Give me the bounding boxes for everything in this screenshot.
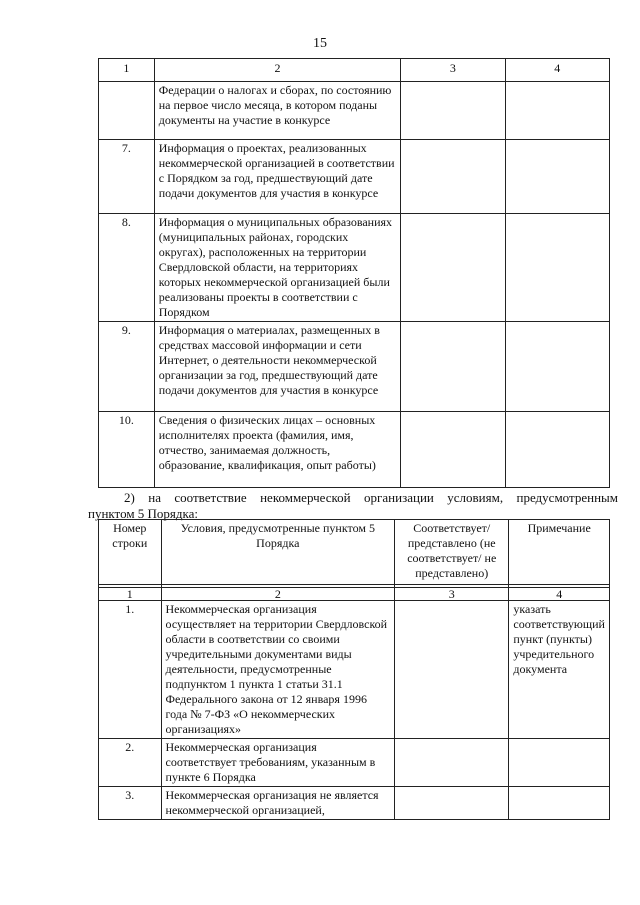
col-number-1: 1: [99, 588, 162, 601]
row-number: 10.: [99, 412, 155, 488]
row-number: 9.: [99, 322, 155, 412]
row-note: указать соответствующий пункт (пункты) учредительного документа: [509, 601, 610, 739]
table-row: [99, 787, 610, 820]
table-header-row: [99, 59, 610, 82]
col-number-2: 2: [161, 588, 395, 601]
row-cell-3: [401, 322, 505, 412]
row-cell-4: [505, 214, 609, 322]
col-number-3: 3: [395, 588, 509, 601]
row-number: 7.: [99, 140, 155, 214]
row-status: [395, 739, 509, 787]
header-note: Примечание: [509, 520, 610, 585]
table-row: [99, 412, 610, 488]
header-row-number: Номер строки: [99, 520, 162, 585]
row-number: 3.: [99, 787, 162, 820]
documents-table: [98, 58, 610, 488]
row-cell-4: [505, 140, 609, 214]
table-row: [99, 140, 610, 214]
row-cell-3: [401, 140, 505, 214]
row-text: Информация о проектах, реализованных некоммерческой организацией в соответствии с Порядком за год, предшествующий дате подачи документов для участия в конкурсе: [154, 140, 400, 214]
row-text: Информация о муниципальных образованиях (муниципальных районах, городских округах), расположенных на территории Свердловской области, на территориях которых некоммерческой организацией были реализованы проекты в соответствии с Порядком: [154, 214, 400, 322]
paragraph-line-1: 2) на соответствие некоммерческой организации условиям, предусмотренным: [124, 490, 618, 505]
row-status: [395, 601, 509, 739]
row-text: Федерации о налогах и сборах, по состоянию на первое число месяца, в котором поданы документы на участие в конкурсе: [154, 82, 400, 140]
column-numbers-row: [99, 588, 610, 601]
row-status: [395, 787, 509, 820]
row-cell-3: [401, 412, 505, 488]
row-text: Некоммерческая организация осуществляет на территории Свердловской области в соответствии со своими учредительными документами виды деятельности, предусмотренные подпунктом 1 пункта 1 статьи 31.1 Федерального закона от 12 января 1996 года № 7-ФЗ «О некоммерческих организациях»: [161, 601, 395, 739]
row-cell-4: [505, 82, 609, 140]
row-text: Некоммерческая организация не является некоммерческой организацией,: [161, 787, 395, 820]
row-cell-3: [401, 214, 505, 322]
table-header-row: [99, 520, 610, 585]
col-number-2: 2: [154, 59, 400, 82]
col-number-3: 3: [401, 59, 505, 82]
row-cell-4: [505, 322, 609, 412]
row-note: [509, 787, 610, 820]
row-number: [99, 82, 155, 140]
col-number-4: 4: [505, 59, 609, 82]
conditions-table: [98, 519, 610, 820]
table-row: [99, 214, 610, 322]
row-text: Сведения о физических лицах – основных исполнителях проекта (фамилия, имя, отчество, занимаемая должность, образование, квалификация, опыт работы): [154, 412, 400, 488]
col-number-4: 4: [509, 588, 610, 601]
table-row: [99, 322, 610, 412]
row-note: [509, 739, 610, 787]
row-number: 1.: [99, 601, 162, 739]
row-cell-3: [401, 82, 505, 140]
col-number-1: 1: [99, 59, 155, 82]
row-cell-4: [505, 412, 609, 488]
row-text: Некоммерческая организация соответствует требованиям, указанным в пункте 6 Порядка: [161, 739, 395, 787]
header-conditions: Условия, предусмотренные пунктом 5 Порядка: [161, 520, 395, 585]
paragraph-line-2: пунктом 5 Порядка:: [88, 506, 199, 521]
row-number: 8.: [99, 214, 155, 322]
section-paragraph: [88, 490, 618, 522]
page-number: 15: [313, 36, 327, 51]
table-row: [99, 601, 610, 739]
row-number: 2.: [99, 739, 162, 787]
row-text: Информация о материалах, размещенных в средствах массовой информации и сети Интернет, о деятельности некоммерческой организации за год, предшествующий дате подачи документов для участия в конкурсе: [154, 322, 400, 412]
header-compliance: Соответствует/ представлено (не соответствует/ не представлено): [395, 520, 509, 585]
table-row: [99, 739, 610, 787]
table-row: [99, 82, 610, 140]
